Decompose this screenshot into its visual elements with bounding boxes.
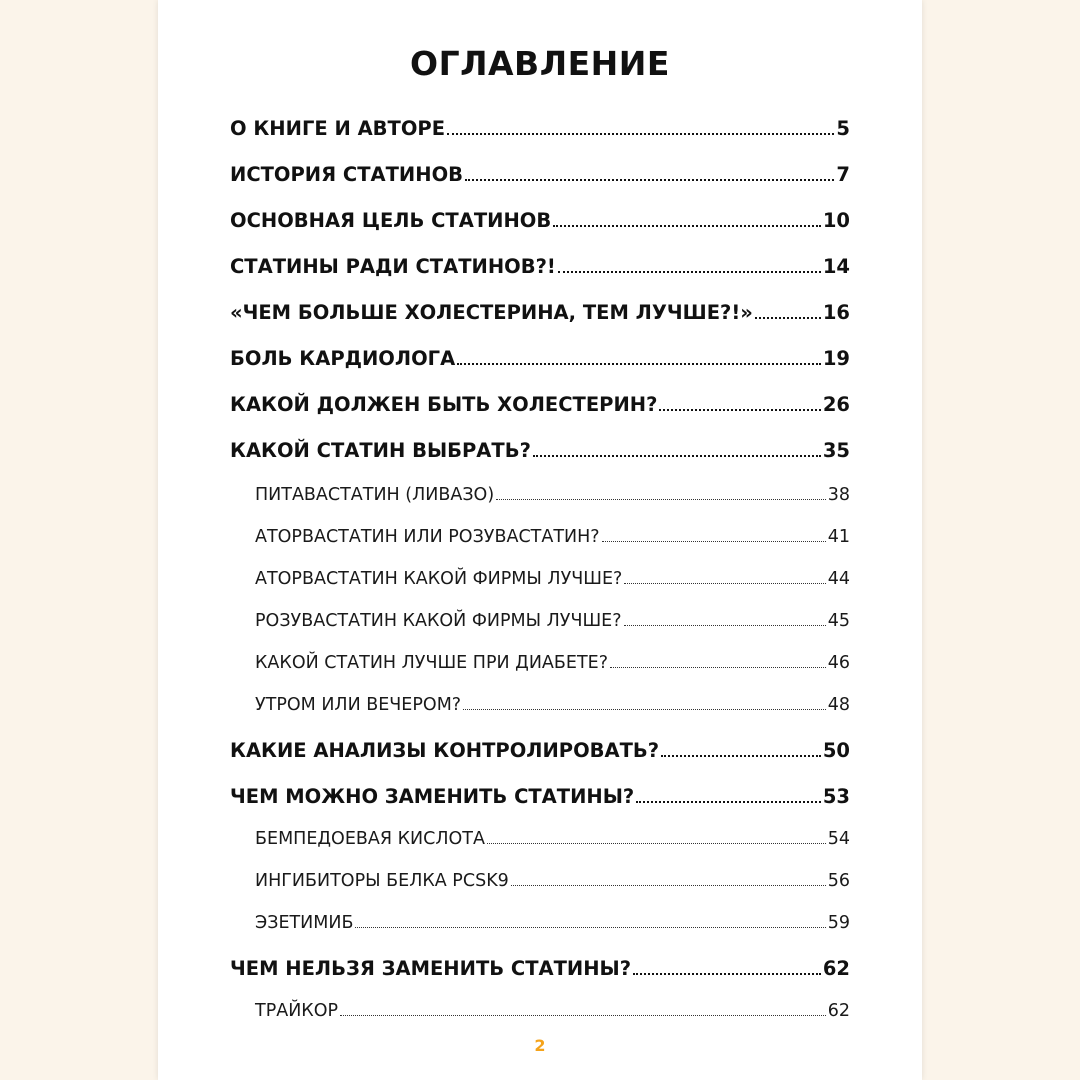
toc-entry-label: ЧЕМ НЕЛЬЗЯ ЗАМЕНИТЬ СТАТИНЫ? xyxy=(230,957,632,980)
toc-entry-label: АТОРВАСТАТИН ИЛИ РОЗУВАСТАТИН? xyxy=(255,527,600,547)
toc-entry-page: 44 xyxy=(827,569,850,589)
toc-subentry[interactable] xyxy=(255,871,850,891)
toc-entry-label: ЧЕМ МОЖНО ЗАМЕНИТЬ СТАТИНЫ? xyxy=(230,785,635,808)
toc-subentry[interactable] xyxy=(255,695,850,715)
dot-leader xyxy=(636,801,821,803)
toc-entry-label: СТАТИНЫ РАДИ СТАТИНОВ?! xyxy=(230,255,556,278)
dot-leader xyxy=(659,409,820,411)
toc-entry-page: 5 xyxy=(836,117,850,140)
toc-entry-label: ИНГИБИТОРЫ БЕЛКА PCSK9 xyxy=(255,871,509,891)
toc-entry-page: 26 xyxy=(822,393,850,416)
toc-entry-label: КАКОЙ СТАТИН ВЫБРАТЬ? xyxy=(230,439,531,462)
toc-subentry[interactable] xyxy=(255,913,850,933)
toc-entry[interactable] xyxy=(230,163,850,186)
toc-entry-page: 10 xyxy=(822,209,850,232)
toc-entry-page: 14 xyxy=(822,255,850,278)
toc-entry[interactable] xyxy=(230,439,850,462)
toc-entry-label: КАКОЙ ДОЛЖЕН БЫТЬ ХОЛЕСТЕРИН? xyxy=(230,393,658,416)
toc-entry-page: 7 xyxy=(836,163,850,186)
page-number: 2 xyxy=(534,1036,546,1055)
dot-leader xyxy=(558,271,821,273)
toc-entry-page: 59 xyxy=(827,913,850,933)
toc-entry-page: 50 xyxy=(822,739,850,762)
book-page xyxy=(158,0,922,1080)
toc-subentry[interactable] xyxy=(255,653,850,673)
toc-entry-page: 38 xyxy=(827,485,850,505)
toc-entry[interactable] xyxy=(230,739,850,762)
dot-leader xyxy=(463,709,826,710)
toc-entry-label: БОЛЬ КАРДИОЛОГА xyxy=(230,347,456,370)
toc-entry-page: 35 xyxy=(822,439,850,462)
toc-entry-page: 48 xyxy=(827,695,850,715)
toc-entry-page: 16 xyxy=(822,301,850,324)
toc-entry-page: 54 xyxy=(827,829,850,849)
toc-entry[interactable] xyxy=(230,117,850,140)
toc-entry-label: УТРОМ ИЛИ ВЕЧЕРОМ? xyxy=(255,695,462,715)
toc-entry-page: 62 xyxy=(822,957,850,980)
dot-leader xyxy=(624,583,825,584)
dot-leader xyxy=(661,755,821,757)
toc-entry-label: КАКИЕ АНАЛИЗЫ КОНТРОЛИРОВАТЬ? xyxy=(230,739,660,762)
dot-leader xyxy=(457,363,821,365)
toc-entry-page: 45 xyxy=(827,611,850,631)
dot-leader xyxy=(602,541,826,542)
toc-subentry[interactable] xyxy=(255,829,850,849)
toc-entry-page: 56 xyxy=(827,871,850,891)
toc-subentry[interactable] xyxy=(255,527,850,547)
dot-leader xyxy=(496,499,826,500)
toc-entry-label: КАКОЙ СТАТИН ЛУЧШЕ ПРИ ДИАБЕТЕ? xyxy=(255,653,608,673)
toc-entry-label: «ЧЕМ БОЛЬШЕ ХОЛЕСТЕРИНА, ТЕМ ЛУЧШЕ?!» xyxy=(230,301,753,324)
dot-leader xyxy=(633,973,821,975)
toc-entry-label: ЭЗЕТИМИБ xyxy=(255,913,354,933)
toc-entry-label: РОЗУВАСТАТИН КАКОЙ ФИРМЫ ЛУЧШЕ? xyxy=(255,611,622,631)
toc-entry-page: 53 xyxy=(822,785,850,808)
toc-entry-label: ОСНОВНАЯ ЦЕЛЬ СТАТИНОВ xyxy=(230,209,552,232)
toc-entry-page: 19 xyxy=(822,347,850,370)
toc-subentry[interactable] xyxy=(255,485,850,505)
toc-entry-label: ИСТОРИЯ СТАТИНОВ xyxy=(230,163,464,186)
table-of-contents xyxy=(158,0,922,1080)
dot-leader xyxy=(610,667,826,668)
toc-entry-label: БЕМПЕДОЕВАЯ КИСЛОТА xyxy=(255,829,485,849)
toc-entry-page: 46 xyxy=(827,653,850,673)
dot-leader xyxy=(340,1015,826,1016)
dot-leader xyxy=(465,179,834,181)
toc-entry-label: ПИТАВАСТАТИН (ЛИВАЗО) xyxy=(255,485,495,505)
toc-subentry[interactable] xyxy=(255,611,850,631)
dot-leader xyxy=(511,885,826,886)
toc-entry[interactable] xyxy=(230,957,850,980)
dot-leader xyxy=(533,455,821,457)
toc-subentry[interactable] xyxy=(255,569,850,589)
toc-entry-page: 41 xyxy=(827,527,850,547)
toc-subentry[interactable] xyxy=(255,1001,850,1021)
toc-entry-label: ТРАЙКОР xyxy=(255,1001,339,1021)
toc-entry-label: АТОРВАСТАТИН КАКОЙ ФИРМЫ ЛУЧШЕ? xyxy=(255,569,623,589)
dot-leader xyxy=(487,843,826,844)
toc-entry[interactable] xyxy=(230,209,850,232)
toc-entry[interactable] xyxy=(230,785,850,808)
dot-leader xyxy=(553,225,821,227)
toc-entry[interactable] xyxy=(230,255,850,278)
dot-leader xyxy=(355,927,825,928)
toc-entry[interactable] xyxy=(230,393,850,416)
dot-leader xyxy=(447,133,834,135)
toc-entry-label: О КНИГЕ И АВТОРЕ xyxy=(230,117,446,140)
page-title: ОГЛАВЛЕНИЕ xyxy=(410,44,670,83)
toc-entry[interactable] xyxy=(230,301,850,324)
dot-leader xyxy=(755,317,821,319)
toc-entry[interactable] xyxy=(230,347,850,370)
toc-entry-page: 62 xyxy=(827,1001,850,1021)
dot-leader xyxy=(624,625,826,626)
